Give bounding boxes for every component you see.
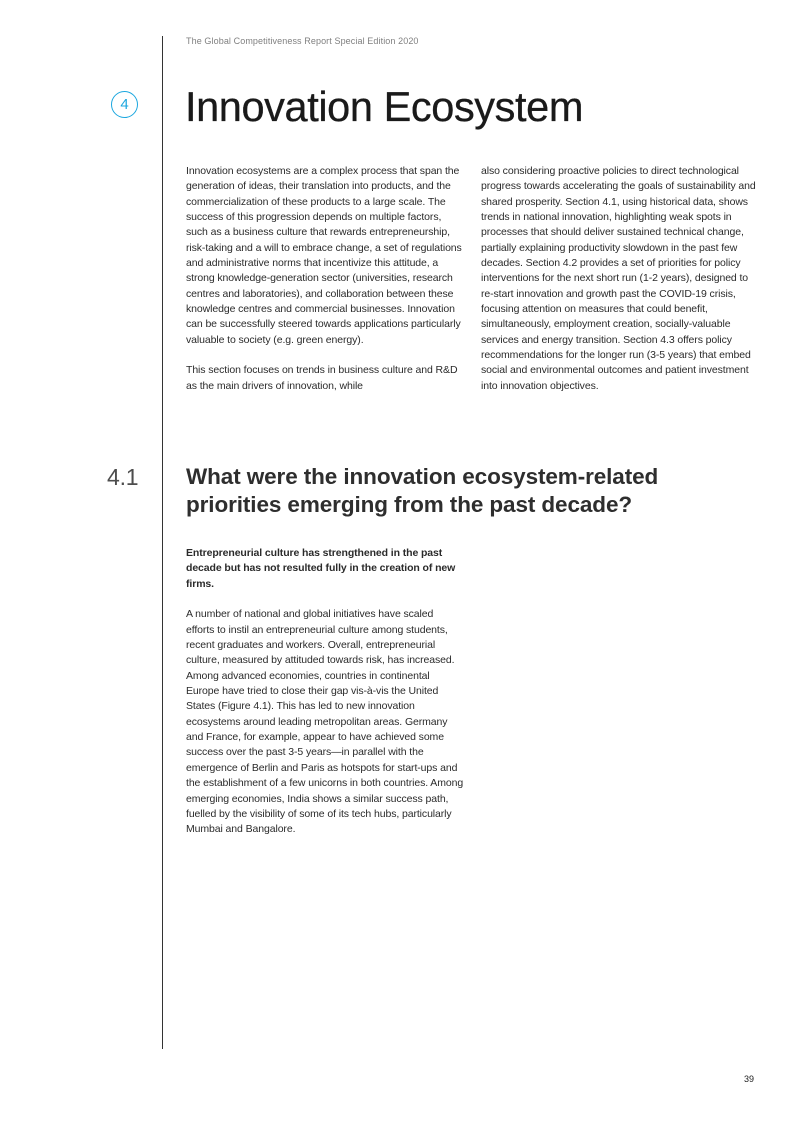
intro-right-column — [481, 164, 761, 410]
intro-left-column — [186, 164, 464, 410]
intro-paragraph: also considering proactive policies to direct technological progress towards accelerating the goals of sustainability and shared prosperity. Section 4.1, using historical data, shows trends in national innovation, highlighting weak spots in processes that should deliver sustained technical change, partially explaining productivity slowdown in the past few decades. Section 4.2 provides a set of priorities for policy interventions for the next short run (1-2 years), designed to re-start innovation and growth past the COVID-19 crisis, focusing attention on measures that could benefit, simultaneously, employment creation, socially-valuable services and energy transition. Section 4.3 offers policy recommendations for the longer run (3-5 years) that embed social and environmental outcomes and patient investment into innovation objectives. — [481, 165, 756, 392]
section-lead: Entrepreneurial culture has strengthened in the past decade but has not resulted fully in the creation of new firms. — [186, 547, 456, 590]
section-number: 4.1 — [107, 464, 139, 490]
running-header: The Global Competitiveness Report Special Edition 2020 — [186, 36, 419, 46]
section-title: What were the innovation ecosystem-related priorities emerging from the past decade? — [186, 464, 659, 517]
intro-paragraph: Innovation ecosystems are a complex process that span the generation of ideas, their translation into products, and the commercialization of these products to a large scale. The success of this progression depends on multiple factors, such as a business culture that rewards entrepreneurship, risk-taking and a will to embrace change, a set of regulations and administrative norms that incentivize this attitude, a strong knowledge-generation sector (universities, research centres and laboratories), and collaboration between these knowledge centres and commercial businesses. Innovation can be successfully steered towards applications particularly valuable to society (e.g. green energy). — [186, 165, 462, 346]
page-number: 39 — [744, 1074, 755, 1084]
section-body — [186, 546, 464, 853]
intro-paragraph: This section focuses on trends in business culture and R&D as the main drivers of innovation, while — [186, 364, 458, 392]
chapter-number-badge: 4 — [111, 91, 138, 118]
chapter-title: Innovation Ecosystem — [185, 83, 583, 130]
margin-rule — [162, 36, 163, 1049]
section-paragraph: A number of national and global initiatives have scaled efforts to instil an entrepreneurial culture among students, recent graduates and workers. Overall, entrepreneurial culture, measured by attituded towards risk, has increased. Among advanced economies, countries in continental Europe have tried to close their gap vis-à-vis the United States (Figure 4.1). This has led to new innovation ecosystems around leading metropolitan areas. Germany and France, for example, appear to have achieved some success over the past 3-5 years—in parallel with the emergence of Berlin and Paris as hotspots for start-ups and the establishment of a few unicorns in both countries. Among emerging economies, India shows a similar success path, fuelled by the visibility of some of its tech hubs, particularly Mumbai and Bangalore. — [186, 608, 464, 836]
